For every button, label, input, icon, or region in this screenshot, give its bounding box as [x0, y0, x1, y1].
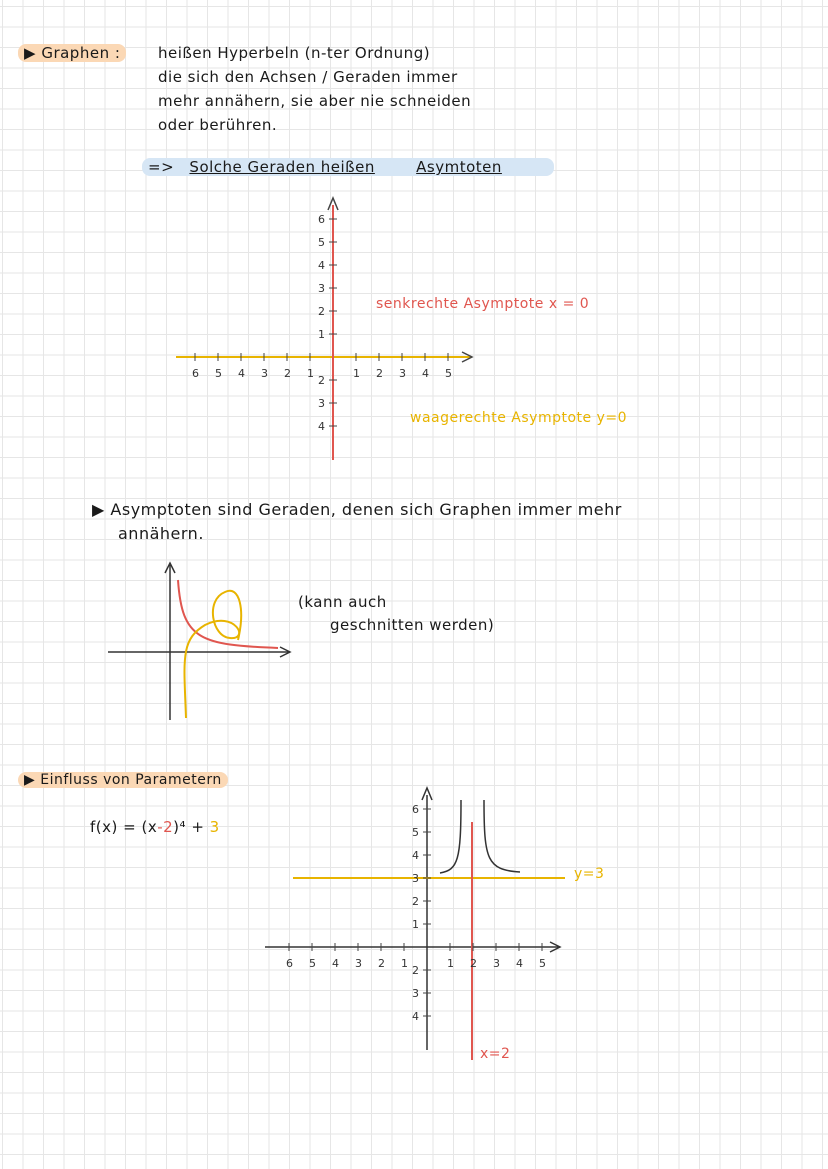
y-asymptote-label: y=3: [574, 866, 605, 882]
formula-shift: -2: [157, 818, 174, 836]
y-tick-label: 1: [412, 918, 419, 931]
formula-plus: +: [186, 818, 210, 836]
x-tick-label: 4: [238, 367, 245, 380]
x-tick-label: 6: [286, 957, 293, 970]
x-tick-label: 3: [355, 957, 362, 970]
y-tick-label: 3: [412, 872, 419, 885]
formula-constant: 3: [209, 818, 220, 836]
y-tick-label: 4: [412, 1010, 419, 1023]
y-tick-label: 3: [318, 282, 325, 295]
asymptote-definition-text: Asymptoten sind Geraden, denen sich Graphen immer mehr: [110, 500, 622, 519]
horizontal-asymptote-label: waagerechte Asymptote y=0: [410, 410, 628, 426]
y-tick-label: 3: [412, 987, 419, 1000]
y-tick-label: 2: [318, 374, 325, 387]
x-tick-label: 5: [539, 957, 546, 970]
x-tick-label: 2: [470, 957, 477, 970]
x-tick-label: 4: [422, 367, 429, 380]
x-tick-label: 6: [192, 367, 199, 380]
x-tick-label: 3: [493, 957, 500, 970]
bullet-icon: ▶: [24, 44, 37, 62]
y-tick-label: 4: [318, 259, 325, 272]
graphen-label: Graphen :: [41, 44, 121, 62]
x-tick-label: 5: [309, 957, 316, 970]
parameter-label: Einfluss von Parametern: [40, 772, 222, 788]
x-tick-label: 1: [447, 957, 454, 970]
x-tick-label: 1: [401, 957, 408, 970]
x-tick-label: 2: [284, 367, 291, 380]
x-tick-label: 5: [445, 367, 452, 380]
y-tick-label: 2: [318, 305, 325, 318]
bullet-icon: ▶: [24, 772, 36, 788]
formula-prefix: f(x) = (x: [90, 818, 158, 836]
x-tick-label: 3: [399, 367, 406, 380]
x-tick-label: 2: [376, 367, 383, 380]
x-tick-label: 3: [261, 367, 268, 380]
vertical-asymptote-label: senkrechte Asymptote x = 0: [376, 296, 590, 312]
conclusion-text: Solche Geraden heißen: [189, 158, 375, 176]
bullet-icon: ▶: [92, 500, 105, 519]
note-line-1: (kann auch: [298, 593, 387, 611]
formula-exponent: )⁴: [173, 818, 187, 836]
asymptote-term: Asymtoten: [416, 158, 502, 176]
x-tick-label: 1: [307, 367, 314, 380]
y-tick-label: 4: [412, 849, 419, 862]
definition-line-3: mehr annähern, sie aber nie schneiden: [158, 92, 472, 110]
x-asymptote-label: x=2: [480, 1046, 511, 1062]
graph3-right-branch: [484, 800, 520, 872]
y-tick-label: 2: [412, 964, 419, 977]
y-tick-label: 2: [412, 895, 419, 908]
y-tick-label: 4: [318, 420, 325, 433]
definition-line-1: heißen Hyperbeln (n-ter Ordnung): [158, 44, 431, 62]
y-tick-label: 3: [318, 397, 325, 410]
x-tick-label: 5: [215, 367, 222, 380]
x-tick-label: 2: [378, 957, 385, 970]
y-tick-label: 1: [318, 328, 325, 341]
y-tick-label: 6: [318, 213, 325, 226]
y-tick-label: 5: [318, 236, 325, 249]
definition-line-2: die sich den Achsen / Geraden immer: [158, 68, 458, 86]
x-tick-label: 4: [516, 957, 523, 970]
x-tick-label: 4: [332, 957, 339, 970]
x-tick-label: 1: [353, 367, 360, 380]
definition-line-4: oder berühren.: [158, 116, 278, 134]
note-line-2: geschnitten werden): [330, 616, 495, 634]
implication-arrow: =>: [148, 158, 175, 176]
asymptote-definition-line-2: annähern.: [118, 524, 204, 543]
y-tick-label: 6: [412, 803, 419, 816]
y-tick-label: 5: [412, 826, 419, 839]
graph3-left-branch: [440, 800, 461, 873]
